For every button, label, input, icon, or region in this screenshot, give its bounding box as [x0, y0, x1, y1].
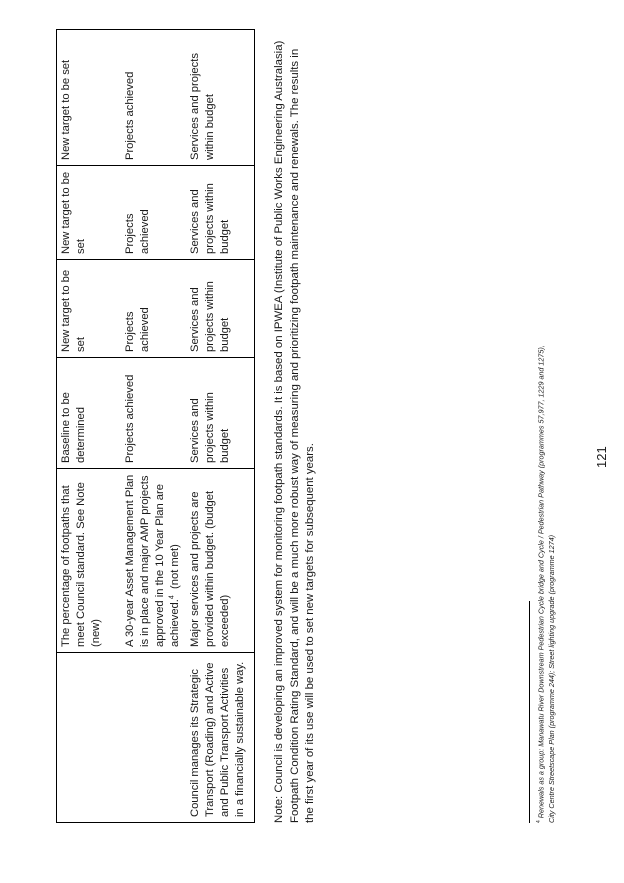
performance-measures-table — [56, 29, 255, 823]
table-cell-target: New target to be set — [57, 260, 121, 358]
table-cell-objective — [121, 653, 186, 823]
table-cell-measure: Major services and projects are provided within budget. (budget exceeded) — [186, 469, 255, 653]
footpath-note: Note: Council is developing an improved system for monitoring footpath standards. It is based on IPWEA (Institute of Public Works Engineering Australasia) Footpath Condition Rating Standard, and will be a much more robust way of measuring and prioritizing footpath maintenance and renewals. The results in the first year of its use will be used to set new targets for subsequent years. — [273, 40, 316, 823]
table-row — [57, 30, 121, 823]
table-cell-target: Services and projects within budget — [186, 260, 255, 358]
table-row — [121, 30, 186, 823]
table-cell-target: New target to be set — [57, 30, 121, 166]
footnote-reference: 4 — [168, 595, 176, 600]
table-cell-target: Projects achieved — [121, 358, 186, 469]
footnote-line-1: Renewals as a group: Manawatu River Downstream Pedestrian Cycle bridge and Cycle / Pedestrian Pathway (programmes 57,977, 1229 and 1275), — [536, 345, 546, 819]
table-cell-target: Baseline to be determined — [57, 358, 121, 469]
table-cell-target: Services and projects within budget — [186, 166, 255, 260]
table-cell-target: New target to be set — [57, 166, 121, 260]
table-cell-target: Projects achieved — [121, 166, 186, 260]
table-cell-target: Projects achieved — [121, 260, 186, 358]
table-cell-objective — [57, 653, 121, 823]
table-cell-measure: The percentage of footpaths that meet Council standard. See Note (new) — [57, 469, 121, 653]
table-row — [186, 30, 255, 823]
table-cell-target: Services and projects within budget — [186, 30, 255, 166]
table-cell-measure — [121, 469, 186, 653]
table-cell-target: Projects achieved — [121, 30, 186, 166]
footnote-divider — [529, 601, 530, 823]
status-text: (not met) — [169, 544, 181, 589]
table-cell-target: Services and projects within budget — [186, 358, 255, 469]
footnote-line-2: City Centre Streetscape Plan (programme 244); Street lighting upgrade (programme 1274) — [547, 534, 557, 823]
page-number: 121 — [594, 446, 609, 468]
footnote-marker: 4 — [536, 820, 542, 823]
table-cell-objective: Council manages its Strategic Transport (Roading) and Active and Public Transport Activities in a financially sustainable way. — [186, 653, 255, 823]
measure-text: A 30-year Asset Management Plan is in place and major AMP projects approved in the 10 Year Plan are achieved. — [124, 474, 181, 647]
footnote — [534, 30, 557, 823]
